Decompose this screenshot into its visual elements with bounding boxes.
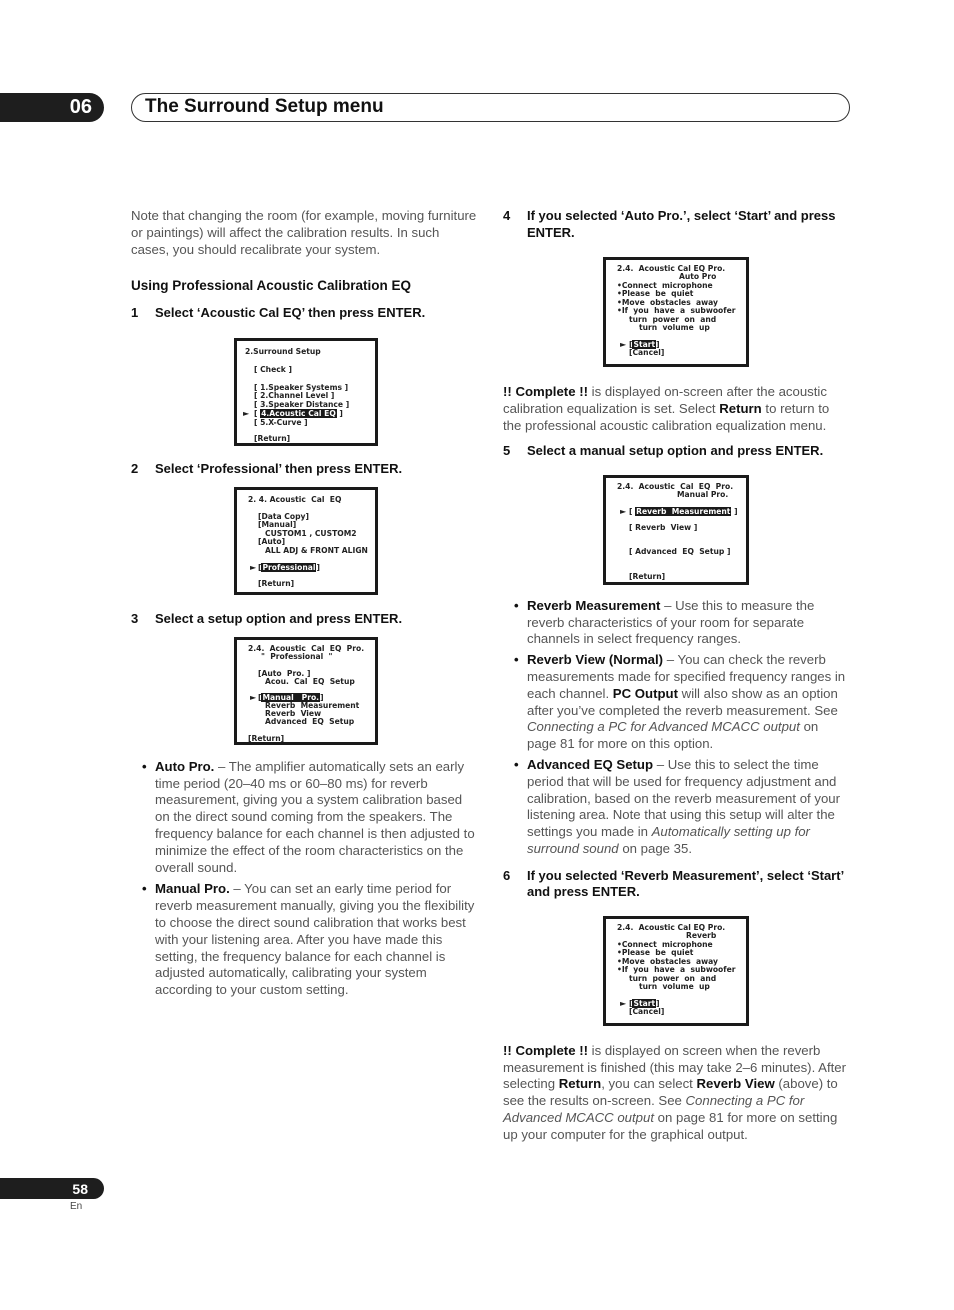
bullet-text: – You can set an early time period for reverb measurement manually, giving you the flexibility to choose the direct sound calibration that works best with your listening area. After you have made this setting, the frequency balance for each channel is adjusted automatically, calibrating your system according to your custom setting. — [155, 881, 475, 998]
step-2 — [131, 461, 477, 478]
osd-pointer-icon: ► — [620, 998, 627, 1008]
osd-selected-line: [Manual Pro.] — [258, 692, 324, 702]
osd-line: [Return] — [248, 733, 285, 743]
text-run: is displayed on-screen after the acoustic calibration equalization is set. Select — [503, 384, 827, 416]
osd-title: 2.Surround Setup — [245, 346, 321, 356]
complete-paragraph-2 — [503, 1043, 849, 1144]
cross-reference: Connecting a PC for Advanced MCACC output — [503, 1093, 805, 1126]
osd-subtitle: Auto Pro — [679, 272, 717, 281]
bullet-manual-pro — [131, 881, 477, 999]
return-label: Return — [719, 400, 762, 416]
bullet-text: – You can check the reverb measurements made for specified frequency ranges in each channel. — [527, 652, 846, 701]
osd-line: [Cancel] — [629, 348, 665, 357]
osd-line: Reverb Measurement — [265, 700, 360, 710]
step-5 — [503, 443, 849, 460]
complete-label: !! Complete !! — [503, 1042, 588, 1058]
bullet-text: – Use this to select the time period that will be used for frequency adjustment and calibration, based on the reverb measurement of your listening area. Note that using this setup will alter the settings you made in — [527, 757, 841, 840]
osd-line: •Please be quiet — [617, 947, 694, 957]
osd-acoustic-cal-eq-screen — [234, 487, 378, 595]
page-number: 58 — [72, 1180, 88, 1197]
osd-line: [ 5.X-Curve ] — [254, 417, 308, 427]
osd-professional-screen — [234, 637, 378, 745]
osd-selected-line: [Professional] — [258, 563, 320, 573]
osd-reverb-screen — [603, 916, 749, 1026]
osd-line: [ 1.Speaker Systems ] — [254, 382, 349, 392]
osd-line: •Move obstacles away — [617, 956, 718, 966]
section-title: Using Professional Acoustic Calibration EQ — [131, 278, 412, 294]
osd-line: •If you have a subwoofer — [617, 964, 736, 974]
bullet-reverb-measurement — [503, 598, 849, 648]
osd-title: 2.4. Acoustic Cal EQ Pro. — [617, 481, 734, 491]
osd-line: ALL ADJ & FRONT ALIGN — [265, 546, 368, 556]
osd-line: [Return] — [254, 433, 291, 443]
step-text: If you selected ‘Reverb Measurement’, select ‘Start’ and press ENTER. — [527, 867, 844, 900]
bullet-term: Reverb Measurement — [527, 597, 661, 613]
osd-line: •Connect microphone — [617, 939, 713, 949]
osd-title: 2. 4. Acoustic Cal EQ — [248, 495, 342, 505]
bullet-term: Advanced EQ Setup — [527, 757, 654, 773]
return-label: Return — [558, 1076, 602, 1092]
osd-line: [Auto] — [258, 537, 286, 547]
osd-surround-setup-screen — [234, 338, 378, 446]
bullet-text: – The amplifier automatically sets an early time period (20–40 ms or 60–80 ms) for reverb measurement, giving you a system calibration based on the direct sound coming from the speakers. The frequency balance for each channel is then adjusted to minimize the effect of the room characteristics on the overall sound. — [155, 758, 475, 875]
bullet-term: Auto Pro. — [155, 758, 215, 774]
step-text: Select a manual setup option and press ENTER. — [527, 443, 824, 459]
osd-manual-pro-screen — [603, 475, 749, 585]
complete-label: !! Complete !! — [503, 384, 588, 399]
text-run: is displayed on screen when the reverb measurement is finished (this may take 2–6 minutes). After selecting — [503, 1042, 847, 1092]
osd-line: [ Advanced EQ Setup ] — [629, 546, 731, 556]
osd-line: Reverb View — [265, 708, 322, 718]
osd-line: •Move obstacles away — [617, 298, 718, 307]
page-language: En — [70, 1201, 83, 1212]
osd-pointer-icon: ► — [250, 563, 257, 573]
osd-title: 2.4. Acoustic Cal EQ Pro. — [617, 922, 726, 932]
osd-line: [Data Copy] — [258, 512, 309, 522]
osd-highlight: 4.Acoustic Cal EQ — [261, 408, 336, 418]
chapter-number-badge — [0, 93, 104, 122]
osd-line: Advanced EQ Setup — [265, 716, 355, 726]
osd-highlight: Professional — [262, 563, 316, 573]
osd-highlight: Start — [633, 998, 656, 1008]
osd-line: [Return] — [258, 579, 295, 589]
osd-line: [Auto Pro. ] — [258, 668, 311, 678]
osd-title: 2.4. Acoustic Cal EQ Pro. — [248, 643, 365, 653]
reverb-view-label: Reverb View — [696, 1076, 775, 1092]
step-number: 3 — [131, 611, 139, 627]
step-number: 4 — [503, 208, 511, 223]
osd-subtitle: Manual Pro. — [677, 489, 729, 499]
osd-pointer-icon: ► — [620, 506, 627, 516]
step-text: Select a setup option and press ENTER. — [155, 611, 403, 627]
chapter-title: The Surround Setup menu — [131, 93, 850, 122]
step-text: Select ‘Acoustic Cal EQ’ then press ENTER. — [155, 305, 426, 321]
osd-line: [ 3.Speaker Distance ] — [254, 399, 350, 409]
bullet-text: – Use this to measure the reverb characteristics of your room for separate channels in select frequency ranges. — [527, 597, 815, 647]
step-number: 2 — [131, 460, 139, 476]
step-6 — [503, 868, 849, 901]
bullet-reverb-view — [503, 652, 849, 753]
cross-reference: Connecting a PC for Advanced MCACC output — [527, 719, 800, 735]
cross-reference: Automatically setting up for surround sound — [527, 824, 810, 857]
complete-paragraph-1 — [503, 384, 849, 434]
osd-line: •Connect microphone — [617, 281, 713, 290]
bullet-auto-pro — [131, 759, 477, 877]
osd-highlight: Manual Pro. — [262, 692, 320, 702]
step-4 — [503, 208, 849, 241]
mode-bullet-list — [131, 759, 477, 999]
bullet-term: Manual Pro. — [155, 881, 230, 897]
osd-selected-line: [Start] — [629, 340, 660, 349]
step-text: Select ‘Professional’ then press ENTER. — [155, 460, 403, 476]
bullet-text: on page 81 for more on this option. — [527, 719, 819, 752]
bullet-advanced-eq-setup — [503, 757, 849, 858]
osd-line: [ Reverb View ] — [629, 522, 698, 532]
option-bullet-list — [503, 598, 849, 858]
text-run: on page 81 for more on setting up your computer for the graphical output. — [503, 1110, 838, 1142]
bullet-text: will also show as an option after you’ve completed the reverb measurement. See — [527, 685, 838, 718]
osd-line: [Return] — [629, 571, 666, 581]
osd-pointer-icon: ► — [243, 408, 250, 418]
intro-paragraph: Note that changing the room (for example, moving furniture or paintings) will affect the calibration results. In such cases, you should recalibrate your system. — [131, 208, 477, 257]
osd-line: turn volume up — [639, 981, 710, 991]
step-3 — [131, 611, 477, 628]
osd-line: turn volume up — [639, 323, 710, 332]
bullet-term: Reverb View (Normal) — [527, 652, 664, 668]
step-number: 5 — [503, 443, 511, 459]
osd-line: turn power on and — [629, 973, 717, 983]
osd-selected-line: [ Reverb Measurement ] — [629, 506, 738, 516]
osd-selected-line: [Start] — [629, 998, 660, 1008]
osd-subtitle: Reverb — [686, 930, 717, 940]
text-run: (above) to see the results on-screen. See — [503, 1076, 838, 1109]
osd-highlight: Start — [633, 340, 656, 349]
step-number: 6 — [503, 867, 511, 883]
osd-line: CUSTOM1 , CUSTOM2 — [265, 529, 357, 539]
osd-line: •Please be quiet — [617, 289, 694, 298]
osd-line: [ 2.Channel Level ] — [254, 390, 335, 400]
step-text: If you selected ‘Auto Pro.’, select ‘Start’ and press ENTER. — [527, 208, 836, 240]
osd-line: [Cancel] — [629, 1006, 665, 1016]
osd-line: Acou. Cal EQ Setup — [265, 676, 355, 686]
left-column — [131, 208, 477, 999]
osd-line: turn power on and — [629, 315, 717, 324]
text-run: , you can select — [601, 1076, 697, 1092]
bullet-term: PC Output — [612, 685, 678, 701]
text-run: to return to the professional acoustic calibration equalization menu. — [503, 400, 830, 433]
osd-line: [Manual] — [258, 520, 297, 530]
osd-auto-pro-screen — [603, 257, 749, 367]
step-number: 1 — [131, 305, 139, 321]
chapter-number: 06 — [69, 96, 92, 118]
osd-pointer-icon: ► — [250, 692, 257, 702]
page-number-badge — [0, 1178, 104, 1199]
osd-subtitle: " Professional " — [261, 651, 333, 661]
step-1 — [131, 305, 477, 322]
osd-line: [ Check ] — [254, 364, 292, 374]
osd-title: 2.4. Acoustic Cal EQ Pro. — [617, 264, 726, 273]
osd-highlight: Reverb Measurement — [636, 506, 731, 516]
bullet-text: on page 35. — [618, 841, 692, 857]
osd-line: •If you have a subwoofer — [617, 306, 736, 315]
right-column — [503, 208, 849, 1144]
osd-selected-line: [ 4.Acoustic Cal EQ ] — [254, 408, 343, 418]
osd-pointer-icon: ► — [620, 340, 627, 349]
